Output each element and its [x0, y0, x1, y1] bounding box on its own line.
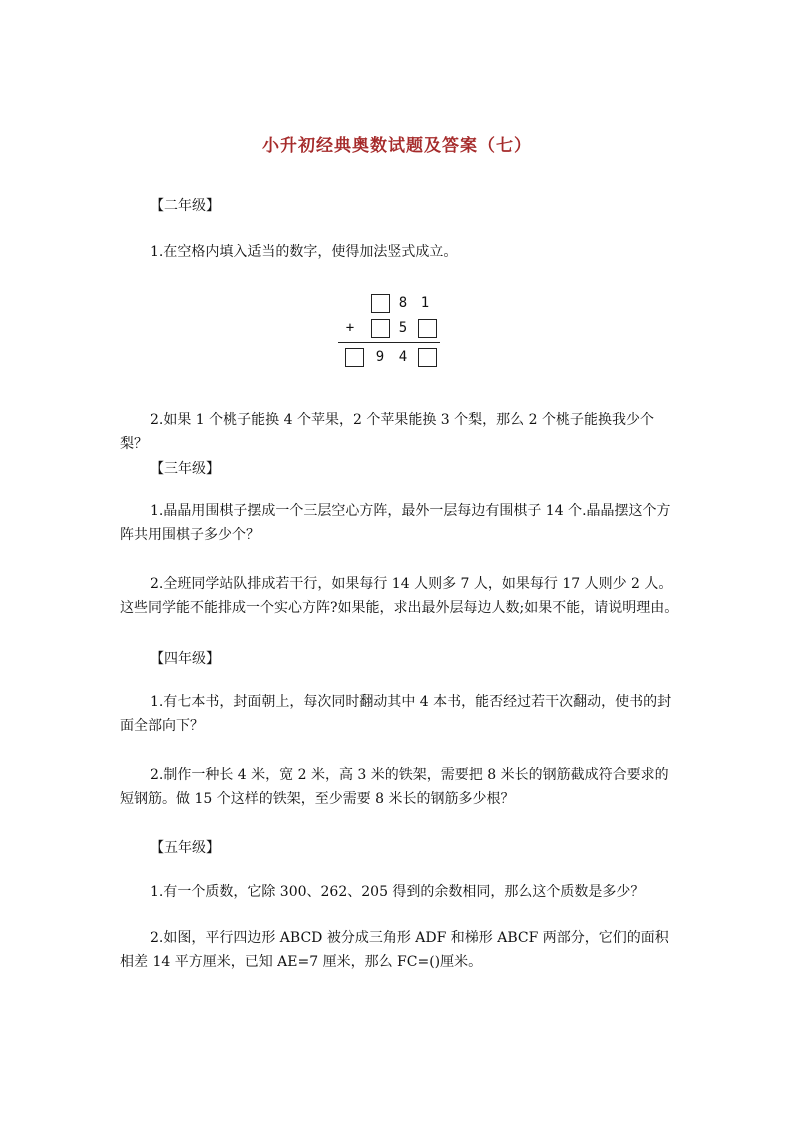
question-3-1: 1.晶晶用围棋子摆成一个三层空心方阵，最外一层每边有围棋子 14 个.晶晶摆这个方阵共用围棋子多少个？	[120, 503, 671, 543]
grade-heading-3: 【三年级】	[150, 461, 220, 477]
blank-box	[418, 348, 437, 367]
grade-heading-2: 【二年级】	[150, 198, 220, 214]
digit: 4	[398, 349, 408, 365]
blank-box	[371, 319, 390, 338]
question-3-2: 2.全班同学站队排成若干行，如果每行 14 人则多 7 人，如果每行 17 人则少 2 人。这些同学能不能排成一个实心方阵?如果能，求出最外层每边人数;如果不能，请说明理由。	[120, 576, 679, 616]
blank-box	[345, 348, 364, 367]
blank-box	[418, 319, 437, 338]
question-4-1: 1.有七本书，封面朝上，每次同时翻动其中 4 本书，能否经过若干次翻动，使书的封面全部向下？	[120, 694, 672, 734]
question-2-1: 1.在空格内填入适当的数字，使得加法竖式成立。	[150, 244, 458, 260]
digit: 5	[398, 320, 408, 336]
sum-rule	[338, 342, 440, 343]
question-2-2: 2.如果 1 个桃子能换 4 个苹果，2 个苹果能换 3 个梨，那么 2 个桃子能换我少个梨？	[120, 412, 654, 452]
question-5-1: 1.有一个质数，它除 300、262、205 得到的余数相同，那么这个质数是多少？	[150, 884, 645, 900]
plus-sign: +	[345, 320, 355, 336]
page-title: 小升初经典奥数试题及答案（七）	[262, 136, 532, 156]
grade-heading-4: 【四年级】	[150, 651, 220, 667]
digit: 8	[398, 295, 408, 311]
grade-heading-5: 【五年级】	[150, 840, 220, 856]
digit: 1	[420, 295, 430, 311]
blank-box	[371, 294, 390, 313]
digit: 9	[375, 349, 385, 365]
question-4-2: 2.制作一种长 4 米，宽 2 米，高 3 米的铁架，需要把 8 米长的钢筋截成符合要求的短钢筋。做 15 个这样的铁架，至少需要 8 米长的钢筋多少根？	[120, 767, 669, 807]
question-5-2: 2.如图，平行四边形 ABCD 被分成三角形 ADF 和梯形 ABCF 两部分，它们的面积相差 14 平方厘米，已知 AE=7 厘米，那么 FC=()厘米。	[120, 930, 669, 970]
